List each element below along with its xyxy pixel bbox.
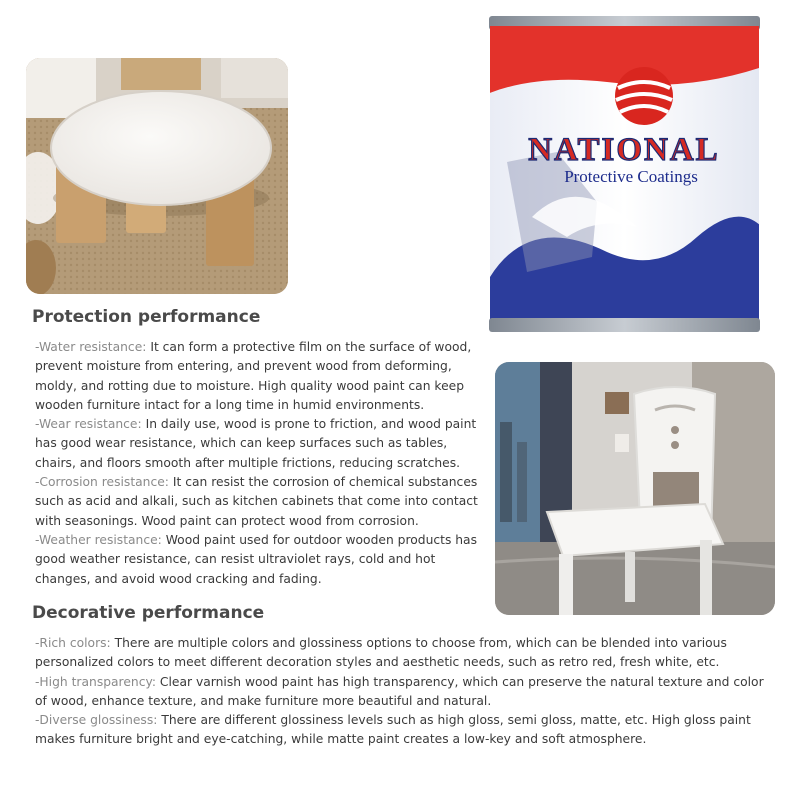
round-table-photo — [26, 58, 288, 294]
item-label: -Rich colors: — [35, 636, 111, 650]
protection-item-corrosion — [35, 473, 490, 531]
decorative-item-glossiness — [35, 711, 775, 750]
decorative-list — [35, 634, 775, 750]
item-text: There are different glossiness levels such as high gloss, semi gloss, matte, etc. High gloss paint makes furniture bright and eye-catching, while matte paint creates a low-key and soft atmosphere. — [35, 713, 751, 747]
item-label: -Corrosion resistance: — [35, 475, 169, 490]
item-text: There are multiple colors and glossiness options to choose from, which can be blended into various personalized colors to meet different decoration styles and aesthetic needs, such as retro red, fresh white, etc. — [35, 636, 727, 670]
protection-list — [35, 338, 490, 589]
item-text: In daily use, wood is prone to friction, and wood paint has good wear resistance, which can keep surfaces such as tables, chairs, and floors smooth after multiple frictions, reducing scratches. — [35, 417, 477, 470]
item-label: -Diverse glossiness: — [35, 713, 158, 728]
decorative-item-colors — [35, 634, 775, 673]
decorative-heading: Decorative performance — [32, 603, 265, 623]
item-label: -Wear resistance: — [35, 417, 142, 432]
protection-item-water — [35, 338, 490, 415]
item-label: -Water resistance: — [35, 340, 147, 354]
item-label: -Weather resistance: — [35, 532, 162, 547]
white-chair-photo — [495, 362, 775, 615]
protection-heading: Protection performance — [32, 307, 261, 327]
item-text: It can resist the corrosion of chemical substances such as acid and alkali, such as kitchen cabinets that come into contact with seasonings. Wood paint can protect wood from corrosion. — [35, 475, 478, 528]
item-text: Wood paint used for outdoor wooden products has good weather resistance, can resist ultraviolet rays, cold and hot changes, and avoid wood cracking and fading. — [35, 532, 477, 586]
brand-name: NATIONAL — [528, 132, 720, 168]
item-text: It can form a protective film on the surface of wood, prevent moisture from entering, and prevent wood from deforming, moldy, and rotting due to moisture. High quality wood paint can keep wooden furniture intact for a long time in humid environments. — [35, 340, 472, 412]
brand-globe-icon — [615, 67, 673, 125]
item-label: -High transparency: — [35, 674, 156, 689]
protection-item-weather — [35, 531, 490, 589]
protection-item-wear — [35, 415, 490, 473]
item-text: Clear varnish wood paint has high transparency, which can preserve the natural texture and color of wood, enhance texture, and make furniture more beautiful and natural. — [35, 674, 764, 708]
paint-can-image — [487, 12, 762, 337]
brand-tagline: Protective Coatings — [564, 167, 698, 186]
decorative-item-transparency — [35, 673, 775, 712]
